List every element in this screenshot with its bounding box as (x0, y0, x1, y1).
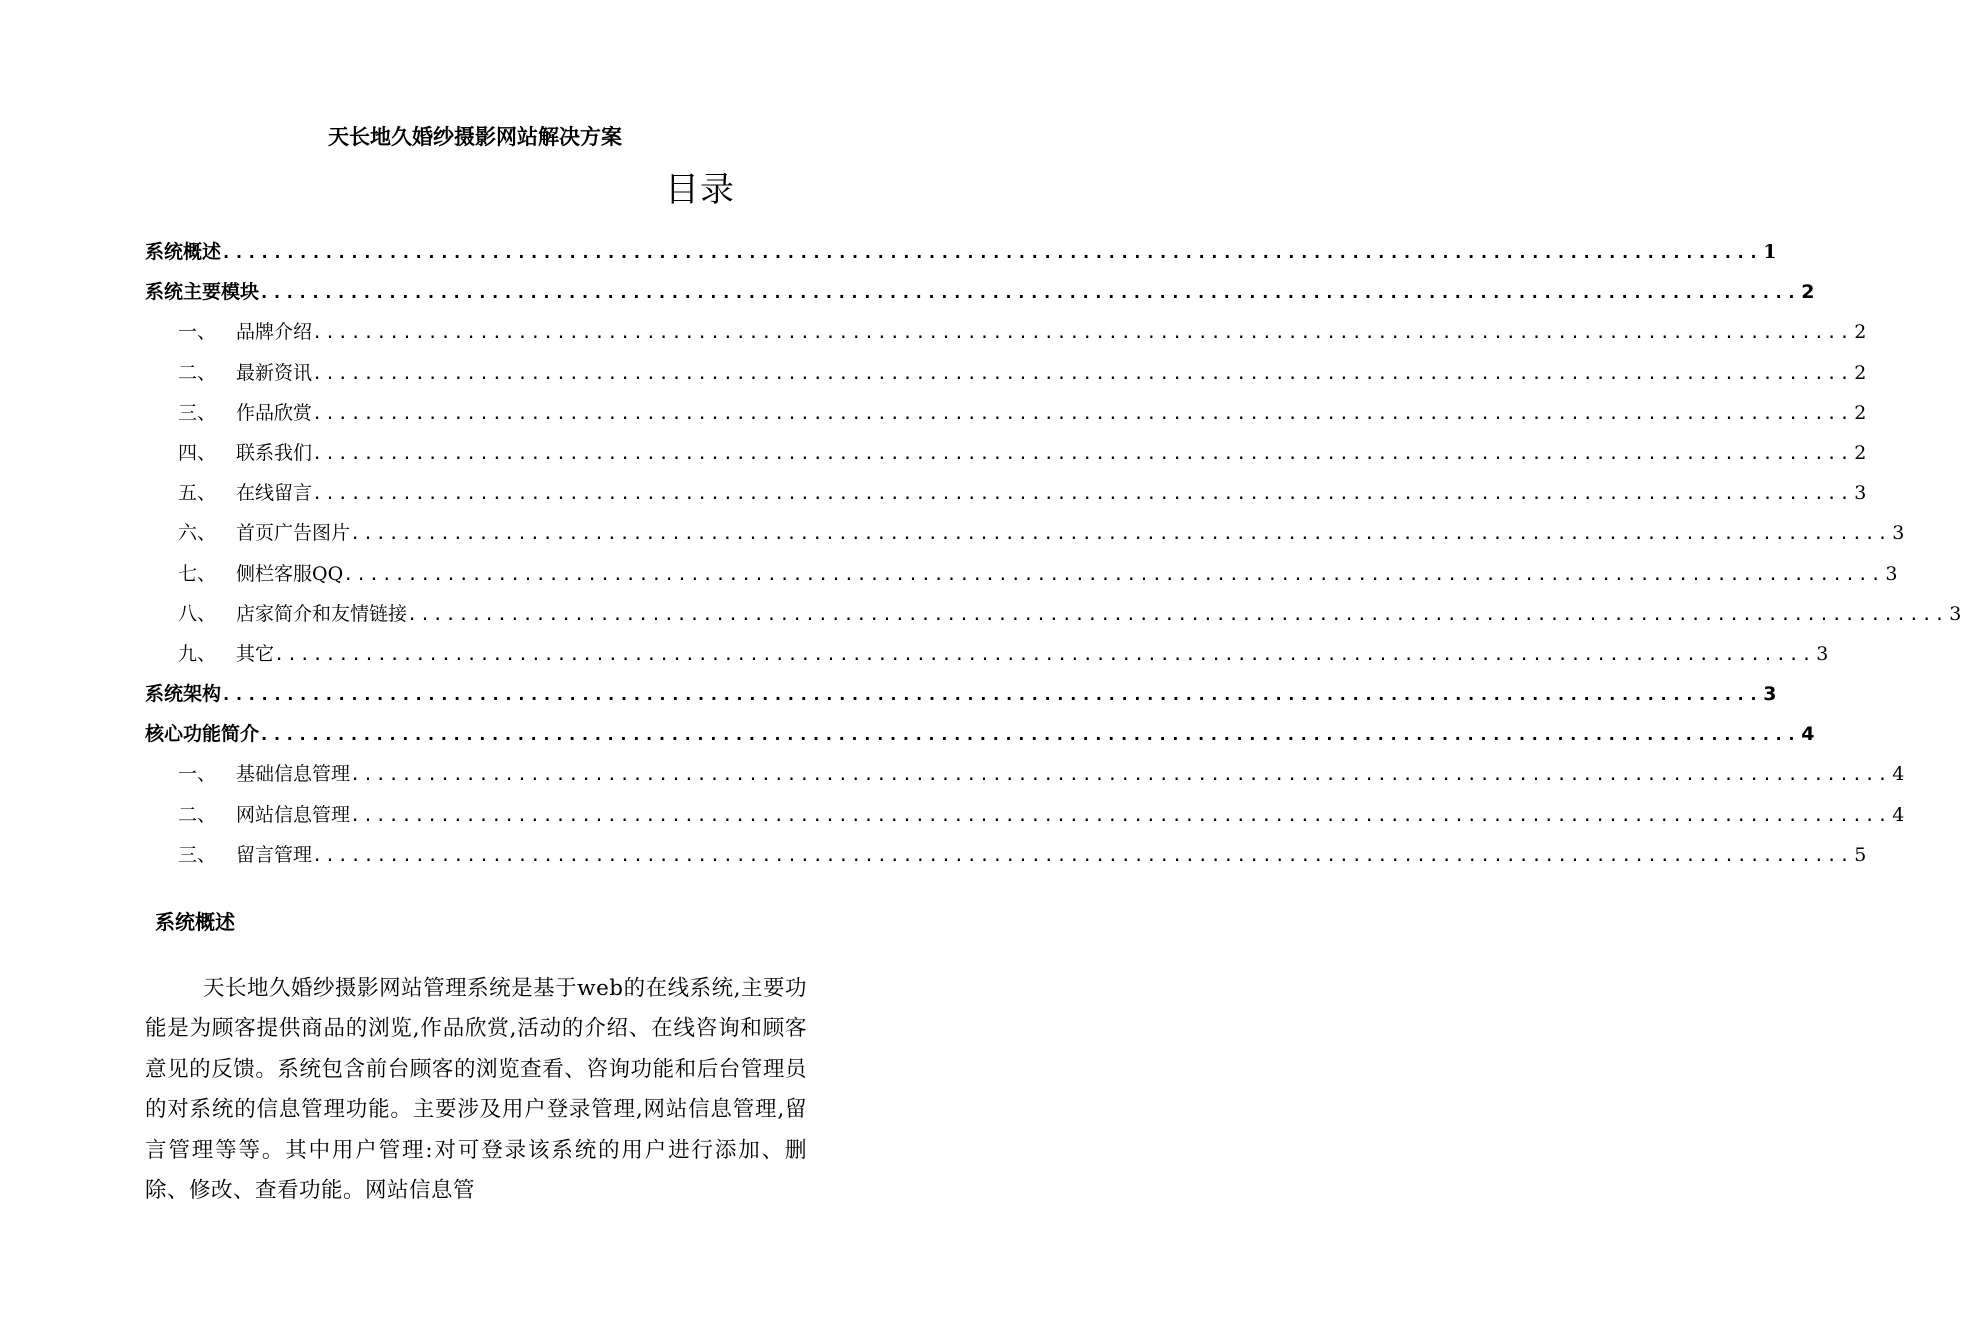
toc-entry-title: 系统架构 (145, 683, 222, 706)
toc-entry-number: 三、 (178, 843, 217, 866)
toc-entry-title: 留言管理 (236, 843, 313, 866)
toc-entry-title: 在线留言 (236, 482, 313, 505)
toc-entry-page: 2 (1854, 321, 1867, 344)
toc-entry-title: 基础信息管理 (236, 763, 351, 786)
toc-entry-title: 系统主要模块 (145, 281, 260, 304)
toc-entry-number: 一、 (178, 763, 217, 786)
toc-heading: 目录 (665, 170, 735, 210)
toc-entry-page: 3 (1854, 482, 1867, 505)
toc-entry-page: 2 (1854, 361, 1867, 384)
toc-entry-title: 网站信息管理 (236, 803, 351, 826)
toc-dot-leader: ........................................................................................................................ (312, 484, 1853, 505)
toc-entry-title: 核心功能简介 (145, 723, 260, 746)
toc-entry[interactable] (145, 513, 1905, 553)
toc-entry-title: 系统概述 (145, 241, 222, 263)
toc-dot-leader: ........................................................................................................................ (221, 243, 1762, 263)
toc-entry-page: 4 (1892, 763, 1905, 786)
toc-entry[interactable] (145, 714, 1815, 754)
toc-entry-number: 一、 (178, 321, 217, 344)
toc-dot-leader: ........................................................................................................................ (312, 443, 1853, 464)
toc-entry-page: 2 (1854, 401, 1867, 424)
toc-entry[interactable] (145, 393, 1867, 433)
toc-entry[interactable] (145, 674, 1777, 714)
toc-dot-leader: ........................................................................................................................ (259, 725, 1800, 746)
toc-dot-leader: ........................................................................................................................ (350, 765, 1891, 786)
toc-dot-leader: ........................................................................................................................ (274, 644, 1815, 665)
toc-entry-title: 首页广告图片 (236, 522, 351, 545)
toc-entry-title: 作品欣赏 (236, 401, 313, 424)
toc-entry[interactable] (145, 353, 1867, 393)
section-heading: 系统概述 (155, 910, 235, 934)
toc-entry-page: 3 (1763, 683, 1777, 706)
toc-entry-number: 二、 (178, 361, 217, 384)
toc-entry[interactable] (145, 594, 1961, 634)
table-of-contents (145, 232, 1961, 875)
toc-entry-title: 店家简介和友情链接 (236, 602, 408, 625)
toc-entry[interactable] (145, 795, 1905, 835)
toc-entry-number: 六、 (178, 522, 217, 545)
toc-entry-title: 其它 (236, 642, 275, 665)
toc-dot-leader: ........................................................................................................................ (343, 564, 1884, 585)
toc-entry-page: 5 (1854, 843, 1867, 866)
toc-dot-leader: ........................................................................................................................ (350, 805, 1891, 826)
toc-entry-title: 侧栏客服QQ (236, 562, 344, 585)
toc-entry-page: 4 (1801, 723, 1815, 746)
toc-entry[interactable] (145, 634, 1829, 674)
toc-entry-page: 2 (1854, 441, 1867, 464)
toc-entry-page: 1 (1763, 241, 1777, 263)
document-title: 天长地久婚纱摄影网站解决方案 (328, 125, 622, 149)
toc-entry[interactable] (145, 433, 1867, 473)
toc-entry[interactable] (145, 473, 1867, 513)
toc-entry-page: 3 (1816, 642, 1829, 665)
toc-entry[interactable] (145, 754, 1905, 794)
toc-entry-page: 3 (1892, 522, 1905, 545)
toc-entry-title: 品牌介绍 (236, 321, 313, 344)
toc-dot-leader: ........................................................................................................................ (259, 283, 1800, 304)
toc-entry-page: 2 (1801, 281, 1815, 304)
toc-entry[interactable] (145, 554, 1898, 594)
toc-dot-leader: ........................................................................................................................ (312, 403, 1853, 424)
toc-entry[interactable] (145, 232, 1777, 272)
toc-dot-leader: ........................................................................................................................ (350, 524, 1891, 545)
body-paragraph: 天长地久婚纱摄影网站管理系统是基于web的在线系统,主要功能是为顾客提供商品的浏览,作品欣赏,活动的介绍、在线咨询和顾客意见的反馈。系统包含前台顾客的浏览查看、咨询功能和后台管理员的对系统的信息管理功能。主要涉及用户登录管理,网站信息管理,留言管理等等。其中用户管理:对可登录该系统的用户进行添加、删除、修改、查看功能。网站信息管 (145, 976, 807, 1204)
toc-entry[interactable] (145, 272, 1815, 312)
toc-dot-leader: ........................................................................................................................ (407, 604, 1948, 625)
toc-entry-number: 七、 (178, 562, 217, 585)
toc-entry-number: 八、 (178, 602, 217, 625)
toc-entry-title: 联系我们 (236, 441, 313, 464)
toc-entry-title: 最新资讯 (236, 361, 313, 384)
toc-dot-leader: ........................................................................................................................ (312, 323, 1853, 344)
toc-dot-leader: ........................................................................................................................ (312, 363, 1853, 384)
toc-dot-leader: ........................................................................................................................ (221, 685, 1762, 706)
toc-entry-number: 二、 (178, 803, 217, 826)
toc-entry-page: 4 (1892, 803, 1905, 826)
toc-entry-number: 三、 (178, 401, 217, 424)
toc-entry-number: 四、 (178, 441, 217, 464)
toc-entry-number: 五、 (178, 482, 217, 505)
toc-entry[interactable] (145, 312, 1867, 352)
toc-entry-page: 3 (1949, 602, 1961, 625)
toc-entry[interactable] (145, 835, 1867, 875)
toc-entry-page: 3 (1885, 562, 1898, 585)
toc-entry-number: 九、 (178, 642, 217, 665)
toc-dot-leader: ........................................................................................................................ (312, 845, 1853, 866)
